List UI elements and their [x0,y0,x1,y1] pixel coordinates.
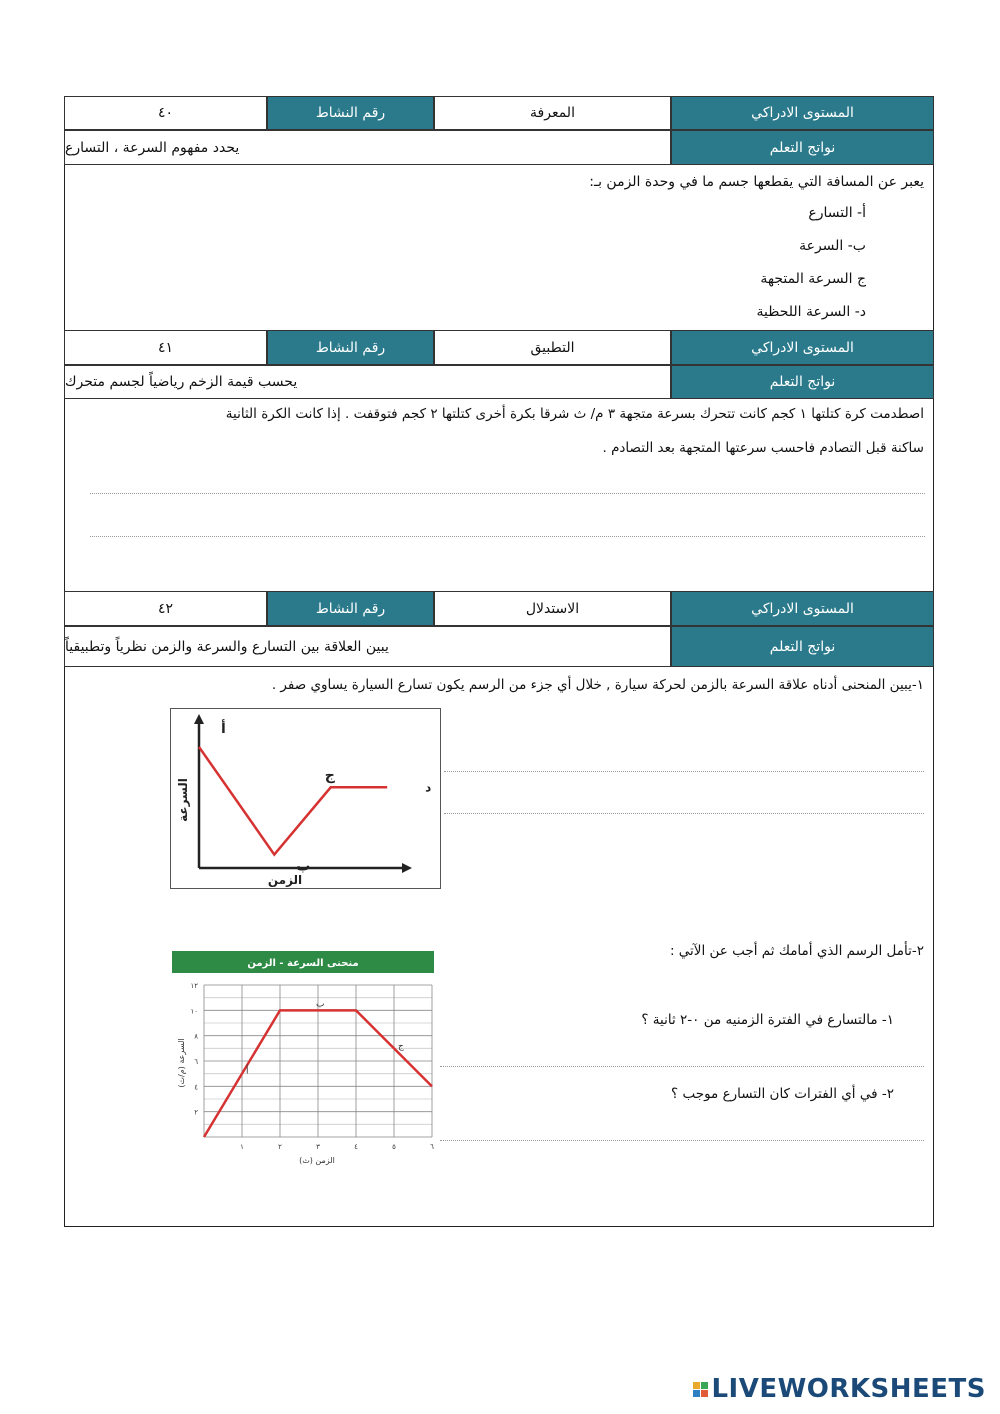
chart-title: منحنى السرعة - الزمن [247,958,359,969]
activity-number-label: رقم النشاط [267,96,434,130]
option-b[interactable]: ب- السرعة [799,238,866,254]
question-line-1: اصطدمت كرة كتلتها ١ كجم كانت تتحرك بسرعة متجهة ٣ م/ ث شرقا بكرة أخرى كتلتها ٢ كجم فتوقفت . إذا كانت الكرة الثانية [225,406,924,422]
x-tick-label: ٤ [354,1143,358,1151]
cognitive-level-label: المستوى الادراكي [671,96,934,130]
cognitive-level-label: المستوى الادراكي [671,591,934,626]
answer-line[interactable] [444,771,924,772]
segment-label-b: ب [316,999,325,1010]
learning-outcome-label: نواتج التعلم [671,626,934,667]
learning-outcome-value: يبين العلاقة بين التسارع والسرعة والزمن نظرياً وتطبيقياً [64,626,671,667]
x-tick-label: ٦ [430,1143,434,1151]
y-tick-label: ١٠ [190,1007,198,1016]
activity-42-outcome-row [64,626,934,667]
logo-text: LIVEWORKSHEETS [711,1374,986,1404]
cognitive-level-label: المستوى الادراكي [671,330,934,365]
activity-40-header-row [64,96,934,130]
activity-number-value: ٤٠ [64,96,267,130]
activity-42-header-row [64,591,934,626]
y-axis-label: السرعة (م/ث) [177,1038,186,1088]
point-label-d: د [425,780,432,795]
activity-41-outcome-row [64,365,934,399]
x-axis-label: الزمن (ث) [299,1156,335,1165]
answer-line[interactable] [440,1066,924,1067]
question-line-2: ساكنة قبل التصادم فاحسب سرعتها المتجهة بعد التصادم . [602,440,924,456]
point-label-a: أ [221,720,226,737]
velocity-time-grid-chart [172,951,434,1167]
y-tick-label: ٦ [194,1058,198,1066]
x-tick-label: ٥ [392,1143,396,1151]
learning-outcome-label: نواتج التعلم [671,130,934,165]
answer-line[interactable] [440,1140,924,1141]
question-2-text: ٢-تأمل الرسم الذي أمامك ثم أجب عن الآتي : [669,943,924,959]
y-tick-label: ١٢ [190,982,198,990]
x-axis-label: الزمن [267,873,303,887]
y-tick-label: ٤ [194,1083,198,1092]
question-2-sub-1: ١- مالتسارع في الفترة الزمنيه من ٠-٢ ثانية ؟ [641,1012,894,1028]
point-label-c: ج [324,767,335,784]
cognitive-level-value: المعرفة [434,96,671,130]
learning-outcome-value: يحسب قيمة الزخم رياضياً لجسم متحرك [64,365,671,399]
question-text: يعبر عن المسافة التي يقطعها جسم ما في وحدة الزمن بـ: [589,174,924,190]
activity-number-value: ٤٢ [64,591,267,626]
point-label-b: ب [296,858,311,875]
x-tick-label: ٢ [278,1143,282,1151]
x-tick-label: ٣ [316,1143,320,1151]
segment-label-a: أ [246,1066,249,1077]
question-2-sub-2: ٢- في أي الفترات كان التسارع موجب ؟ [671,1086,894,1102]
answer-line[interactable] [90,536,925,537]
learning-outcome-label: نواتج التعلم [671,365,934,399]
y-tick-label: ٨ [194,1032,198,1041]
logo-mark-icon [693,1382,708,1397]
activity-number-label: رقم النشاط [267,330,434,365]
option-d[interactable]: د- السرعة اللحظية [756,304,866,320]
chart-background [172,951,434,1167]
cognitive-level-value: الاستدلال [434,591,671,626]
question-1-text: ١-يبين المنحنى أدناه علاقة السرعة بالزمن لحركة سيارة , خلال أي جزء من الرسم يكون تسارع السيارة يساوي صفر . [271,677,924,693]
activity-number-label: رقم النشاط [267,591,434,626]
liveworksheets-logo [693,1374,986,1404]
segment-label-c: ج [398,1041,404,1052]
answer-line[interactable] [90,493,925,494]
x-tick-label: ١ [240,1143,244,1151]
velocity-time-sketch-chart [170,708,441,889]
y-axis-label: السرعة [176,778,190,822]
activity-40-outcome-row [64,130,934,165]
activity-number-value: ٤١ [64,330,267,365]
activity-41-header-row [64,330,934,365]
y-tick-label: ٢ [194,1108,198,1117]
option-a[interactable]: أ- التسارع [808,205,866,221]
learning-outcome-value: يحدد مفهوم السرعة ، التسارع [64,130,671,165]
answer-line[interactable] [444,813,924,814]
option-c[interactable]: ج السرعة المتجهة [760,271,866,287]
cognitive-level-value: التطبيق [434,330,671,365]
